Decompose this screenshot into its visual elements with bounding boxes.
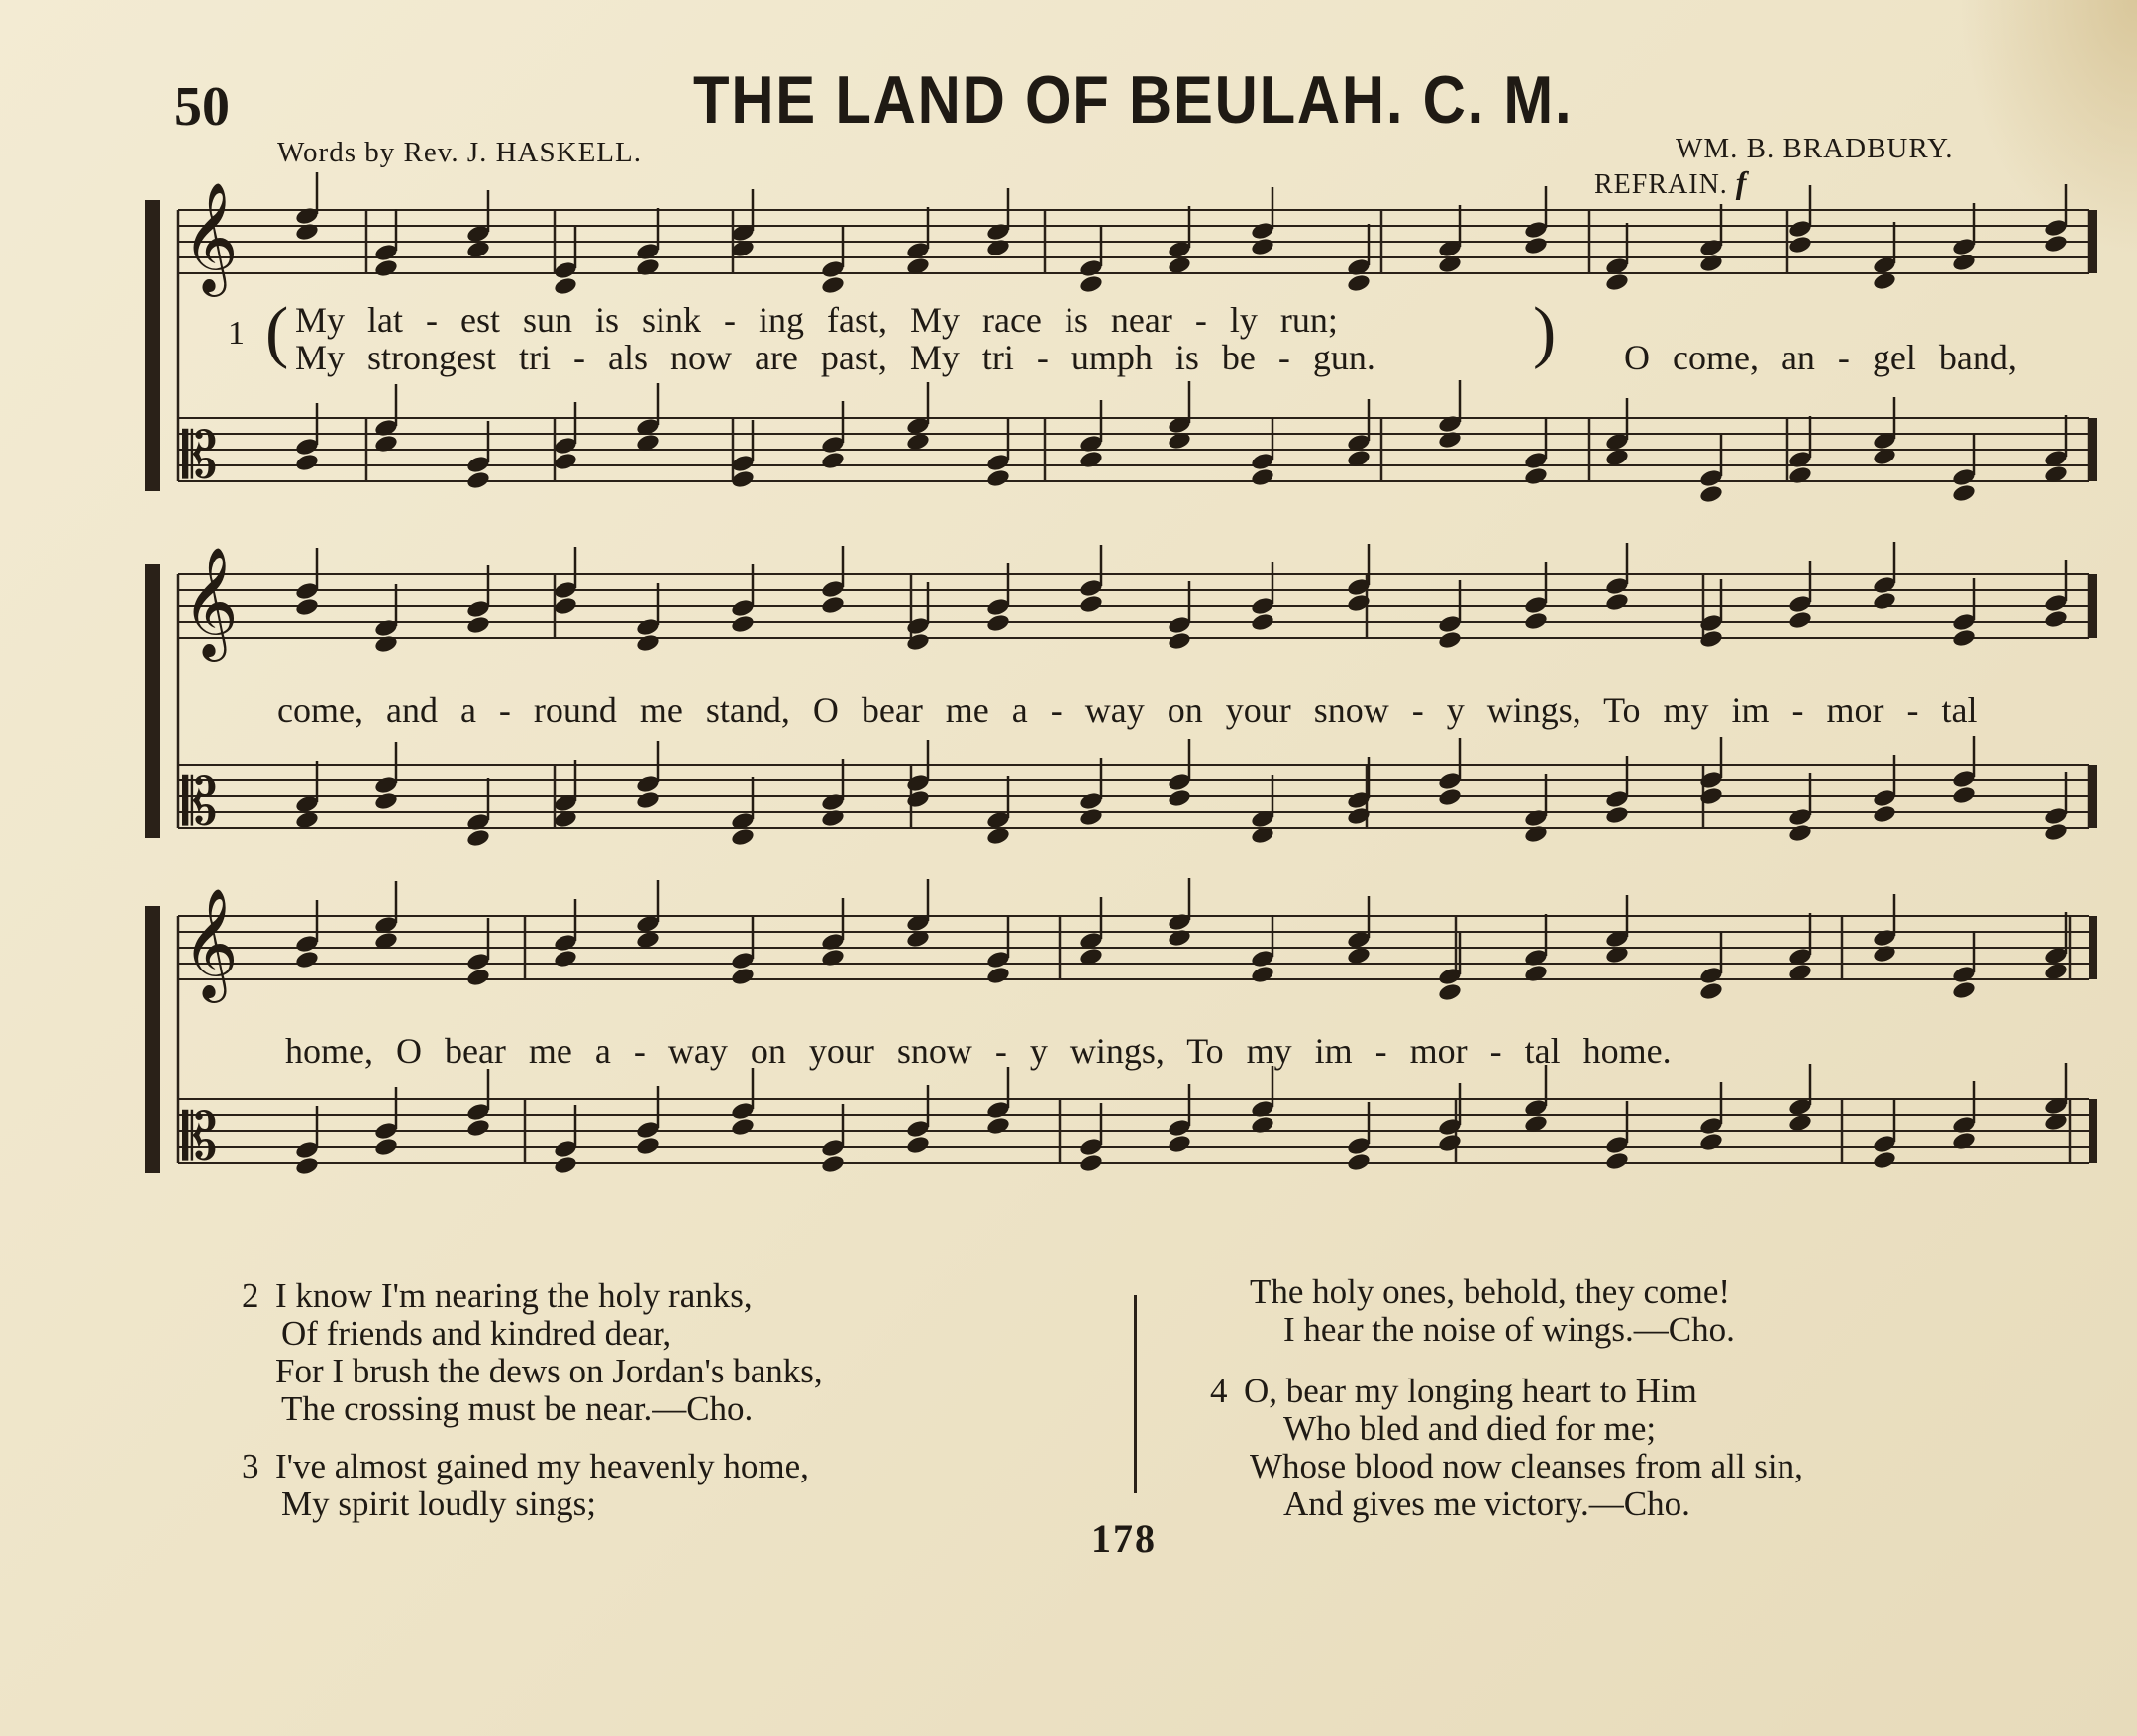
lyric-brace-right: ) [1533, 294, 1557, 370]
note-head [820, 275, 845, 296]
note-head [1437, 630, 1462, 651]
verse-line: I hear the noise of wings.—Cho. [1283, 1310, 1735, 1349]
note-head [373, 258, 398, 279]
note-head [1951, 1131, 1976, 1152]
note-head [2043, 822, 2068, 843]
note-head [985, 238, 1010, 258]
verse-line: The holy ones, behold, they come! [1250, 1273, 1731, 1311]
system-bracket [145, 200, 160, 491]
verse-line: 4 O, bear my longing heart to Him [1210, 1372, 1697, 1410]
note-head [1698, 484, 1723, 505]
treble-clef: 𝄞 [182, 546, 239, 657]
note-head [635, 633, 660, 654]
verse-line: For I brush the dews on Jordan's banks, [275, 1352, 823, 1390]
note-head [1872, 804, 1896, 825]
note-head [1078, 1153, 1103, 1174]
note-head [373, 434, 398, 455]
note-head [1437, 787, 1462, 808]
note-head [905, 789, 930, 810]
note-head [1250, 612, 1274, 633]
composer-credit: WM. B. BRADBURY. [1676, 133, 1954, 164]
lyric-line-1b: My strongest tri - als now are past, My tri - umph is be - gun. [295, 338, 1375, 377]
note-head [905, 632, 930, 653]
signature-mark: 178 [1091, 1516, 1157, 1561]
verse-line: Who bled and died for me; [1283, 1409, 1657, 1448]
note-head [1787, 610, 1812, 631]
treble-clef: 𝄞 [182, 181, 239, 292]
note-head [553, 1155, 577, 1175]
note-head [1167, 631, 1191, 652]
note-head [1604, 805, 1629, 826]
treble-clef: 𝄞 [182, 887, 239, 998]
tenor-clef: 𝄡 [182, 420, 218, 493]
note-head [1167, 1134, 1191, 1155]
note-head [553, 276, 577, 297]
verse-3-second-half [1210, 1274, 1735, 1349]
forte-marking: f [1735, 164, 1748, 200]
note-head [1078, 274, 1103, 295]
hymn-title: THE LAND OF BEULAH. C. M. [693, 62, 1574, 138]
note-head [1437, 1133, 1462, 1154]
page-number: 50 [174, 76, 230, 138]
note-head [373, 1137, 398, 1158]
verse-line: 2 I know I'm nearing the holy ranks, [242, 1276, 753, 1315]
note-head [635, 1136, 660, 1157]
note-head [1523, 236, 1548, 256]
note-head [1951, 628, 1976, 649]
system-bracket [145, 564, 160, 838]
note-head [294, 222, 319, 243]
note-head [1523, 824, 1548, 845]
note-head [553, 949, 577, 970]
note-head [985, 468, 1010, 489]
note-head [465, 615, 490, 636]
note-head [1437, 430, 1462, 451]
note-head [1167, 928, 1191, 949]
note-head [1523, 611, 1548, 632]
lyric-line-2: come, and a - round me stand, O bear me a - way on your snow - y wings, To my im - mor - tal [277, 690, 1978, 730]
note-head [1437, 982, 1462, 1003]
verse-4-number: 4 [1210, 1372, 1228, 1410]
note-head [294, 597, 319, 618]
verse-4 [1210, 1373, 1803, 1523]
note-head [465, 470, 490, 491]
note-head [1787, 235, 1812, 255]
note-head [553, 596, 577, 617]
verse-3-number: 3 [242, 1447, 259, 1485]
note-head [373, 634, 398, 655]
note-head [1951, 483, 1976, 504]
refrain-text: REFRAIN. [1594, 169, 1728, 200]
note-head [294, 950, 319, 970]
words-credit: Words by Rev. J. HASKELL. [277, 137, 642, 168]
verse-2-number: 2 [242, 1276, 259, 1315]
note-head [465, 828, 490, 849]
verse-line: My spirit loudly sings; [281, 1484, 596, 1523]
note-head [820, 451, 845, 471]
note-head [820, 948, 845, 969]
verse-line: 3 I've almost gained my heavenly home, [242, 1447, 809, 1485]
note-head [1078, 807, 1103, 828]
note-head [1250, 237, 1274, 257]
note-head [1078, 594, 1103, 615]
note-head [1872, 591, 1896, 612]
column-divider [1134, 1295, 1137, 1493]
note-head [2043, 234, 2068, 255]
verse-number: 1 [228, 315, 245, 352]
note-head [1250, 467, 1274, 488]
note-head [1872, 1150, 1896, 1171]
note-head [465, 968, 490, 988]
note-head [465, 1118, 490, 1139]
note-head [1523, 964, 1548, 984]
verse-line: Whose blood now cleanses from all sin, [1250, 1447, 1803, 1485]
note-head [730, 967, 755, 987]
note-head [1951, 253, 1976, 273]
verse-line: Of friends and kindred dear, [281, 1314, 672, 1353]
note-head [1698, 254, 1723, 274]
note-head [905, 1135, 930, 1156]
note-head [1951, 980, 1976, 1001]
note-head [820, 595, 845, 616]
note-head [1872, 944, 1896, 965]
tenor-clef: 𝄡 [182, 1101, 218, 1174]
note-head [1787, 823, 1812, 844]
note-head [1250, 1115, 1274, 1136]
note-head [1604, 272, 1629, 293]
note-head [1698, 981, 1723, 1002]
verse-3-first-half [242, 1448, 809, 1523]
note-head [1078, 450, 1103, 470]
note-head [2043, 609, 2068, 630]
note-head [1951, 785, 1976, 806]
note-head [985, 613, 1010, 634]
note-head [1250, 965, 1274, 985]
note-head [1604, 1151, 1629, 1172]
note-head [730, 614, 755, 635]
lyric-refrain-start: O come, an - gel band, [1624, 338, 2017, 377]
note-head [820, 1154, 845, 1174]
note-head [820, 808, 845, 829]
note-head [635, 790, 660, 811]
tenor-clef: 𝄡 [182, 766, 218, 840]
note-head [1346, 273, 1371, 294]
lyric-line-3: home, O bear me a - way on your snow - y wings, To my im - mor - tal home. [285, 1031, 1672, 1071]
note-head [1698, 1132, 1723, 1153]
note-head [294, 453, 319, 473]
note-head [985, 1116, 1010, 1137]
note-head [294, 1156, 319, 1176]
verse-2 [242, 1277, 823, 1428]
lyric-line-1a: My lat - est sun is sink - ing fast, My race is near - ly run; [295, 300, 1338, 340]
note-head [1523, 466, 1548, 487]
verse-line: And gives me victory.—Cho. [1283, 1484, 1690, 1523]
note-head [1346, 1152, 1371, 1173]
note-head [985, 966, 1010, 986]
system-bracket [145, 906, 160, 1173]
note-head [1604, 592, 1629, 613]
note-head [730, 827, 755, 848]
note-head [635, 257, 660, 278]
lyric-brace-left: ( [265, 294, 289, 370]
note-head [553, 452, 577, 472]
note-head [1167, 788, 1191, 809]
note-head [730, 1117, 755, 1138]
note-head [373, 791, 398, 812]
verse-line: The crossing must be near.—Cho. [281, 1389, 754, 1428]
note-head [1787, 465, 1812, 486]
